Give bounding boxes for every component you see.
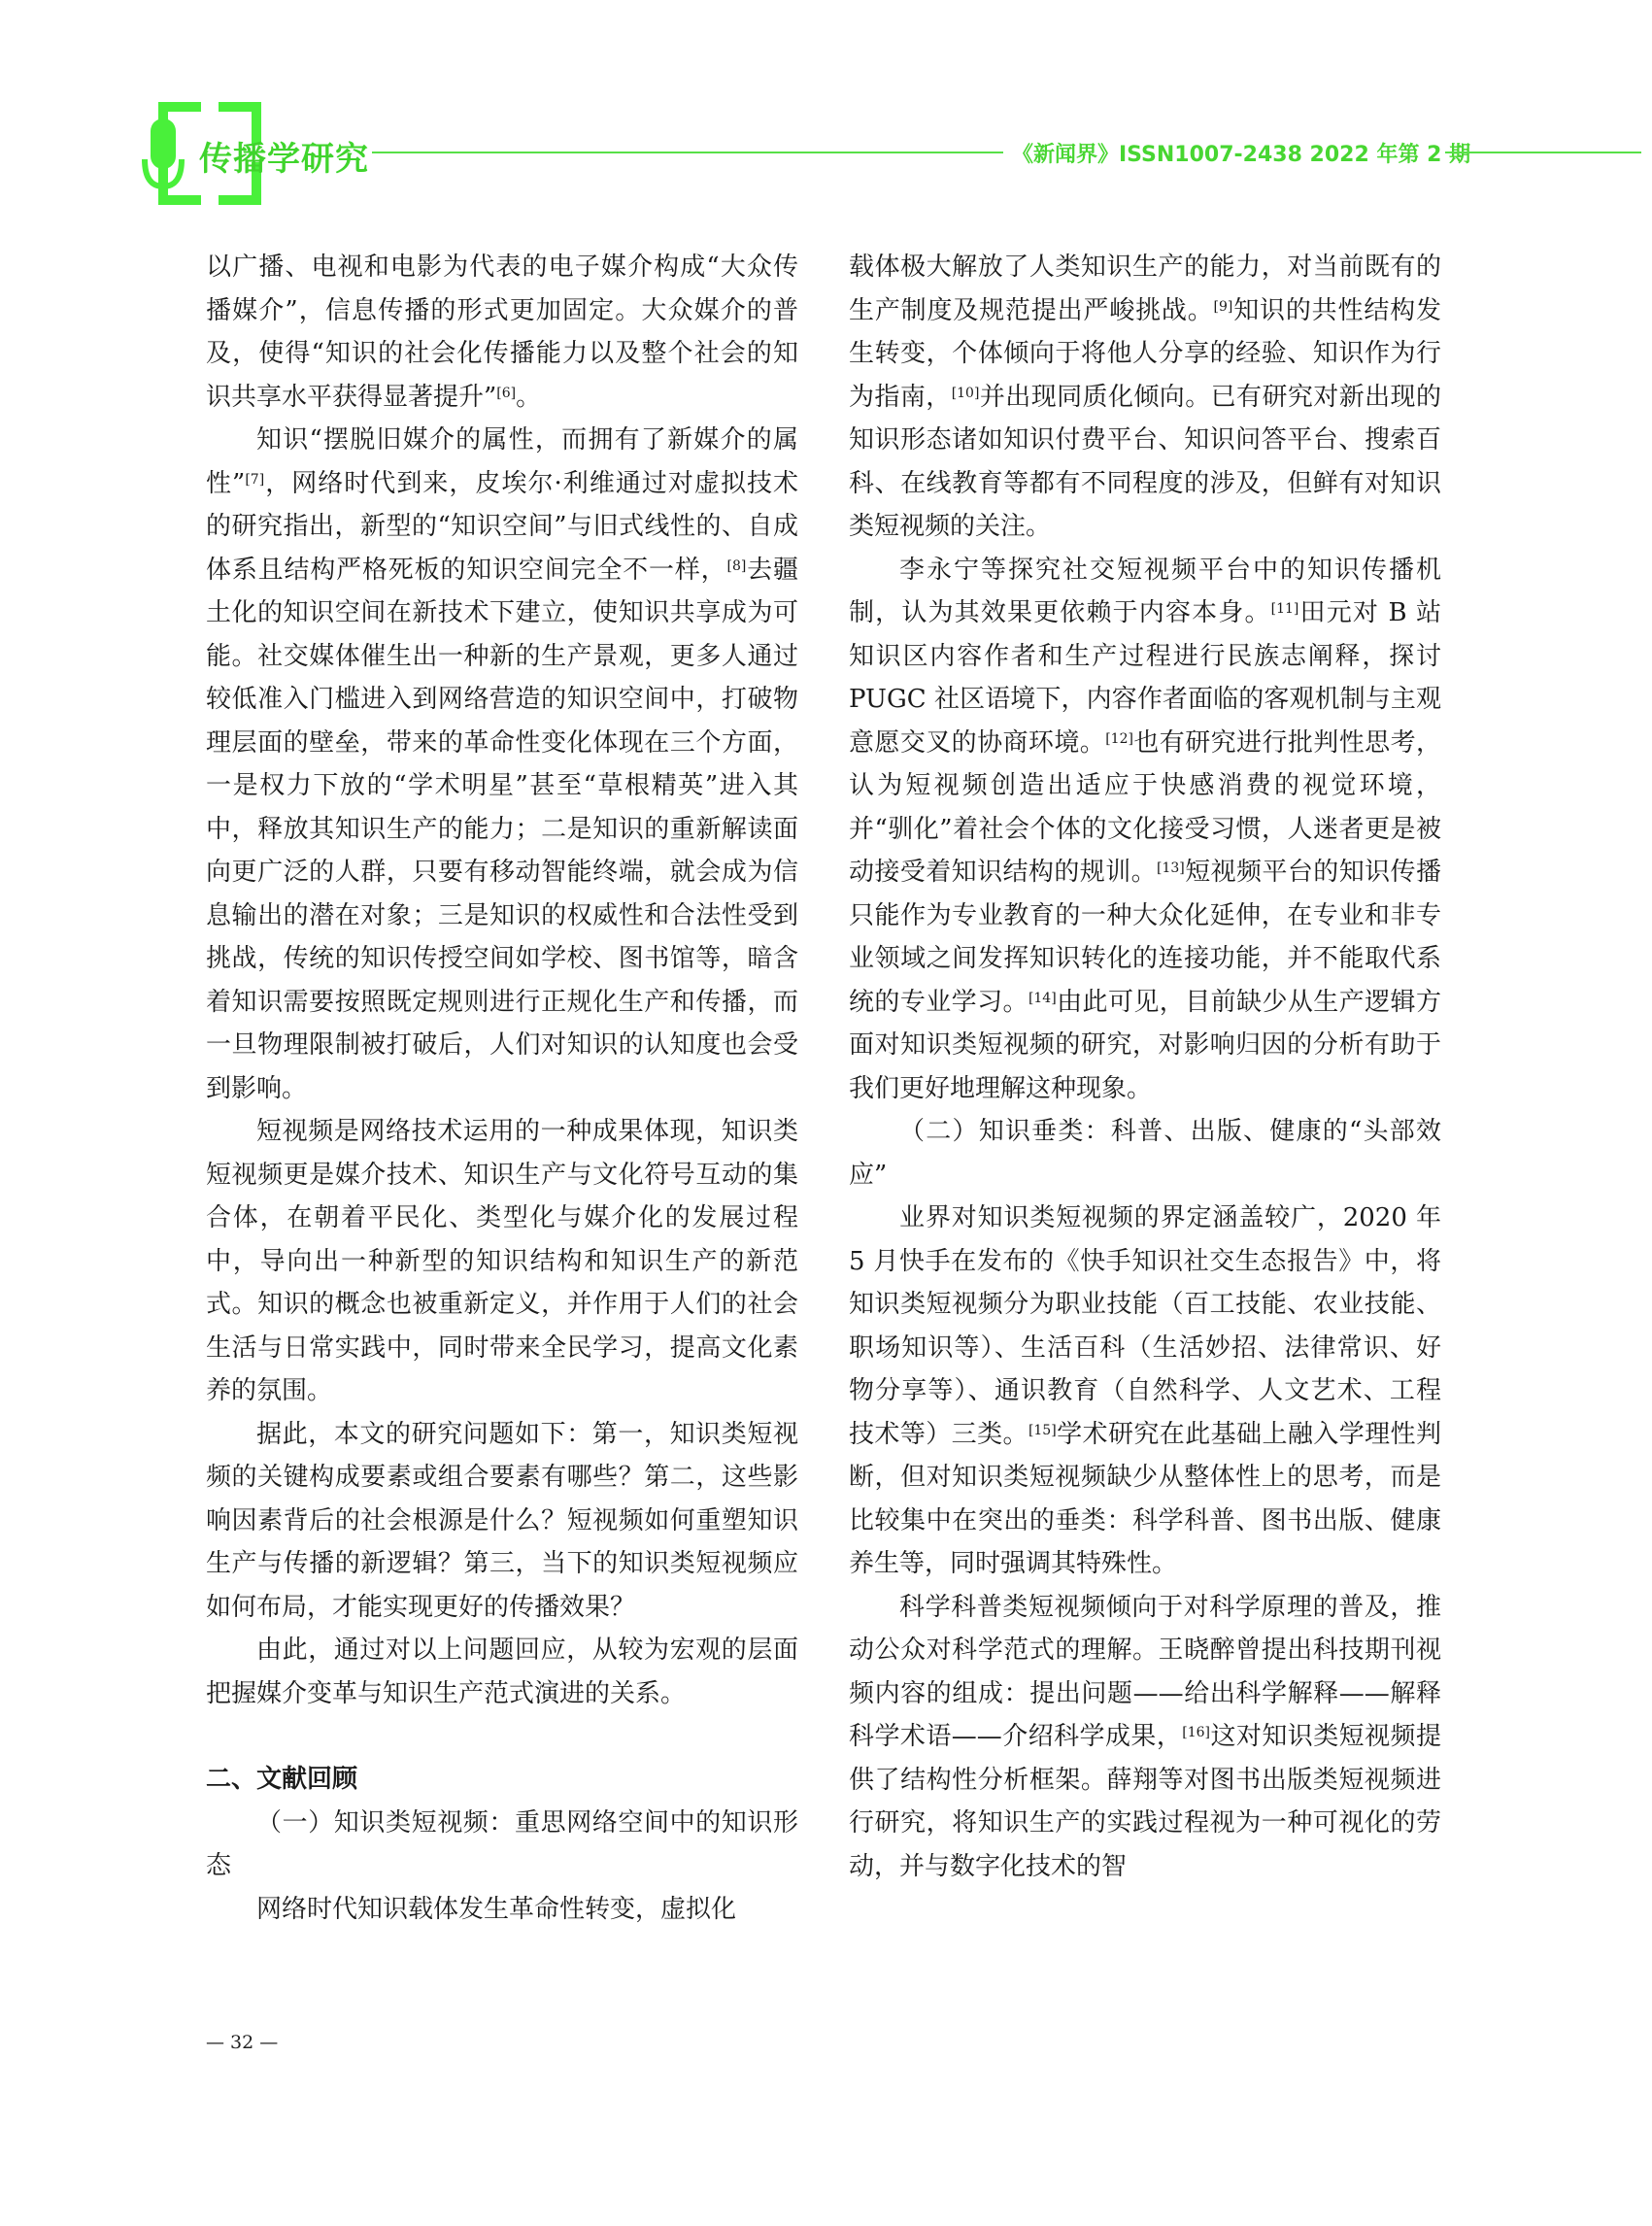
paragraph-text: 载体极大解放了人类知识生产的能力，对当前既有的生产制度及规范提出严峻挑战。 — [849, 253, 1441, 325]
paragraph-text: 由此可见，目前缺少从生产逻辑方面对知识类短视频的研究，对影响归因的分析有助于我们更好地理解这种现象。 — [849, 987, 1441, 1103]
citation-ref: [10] — [951, 385, 980, 401]
paragraph-text: 知识“摆脱旧媒介的属性，而拥有了新媒介的属性” — [206, 425, 798, 498]
body-paragraph — [849, 246, 1441, 549]
body-paragraph — [206, 1110, 798, 1413]
paragraph-text: 也有研究进行批判性思考，认为短视频创造出适应于快感消费的视觉环境，并“驯化”着社会个体的文化接受习惯，人迷者更是被动接受着知识结构的规训。 — [849, 727, 1441, 887]
citation-ref: [6] — [496, 385, 517, 401]
body-paragraph — [206, 246, 798, 419]
paragraph-text: 由此，通过对以上问题回应，从较为宏观的层面把握媒介变革与知识生产范式演进的关系。 — [206, 1636, 798, 1708]
paragraph-text: ，网络时代到来，皮埃尔·利维通过对虚拟技术的研究指出，新型的“知识空间”与旧式线性的、自成体系且结构严格死板的知识空间完全不一样， — [206, 468, 799, 585]
paragraph-text: 网络时代知识载体发生革命性转变，虚拟化 — [256, 1894, 737, 1924]
header-rule — [1445, 152, 1641, 153]
body-paragraph — [206, 1629, 798, 1715]
citation-ref: [15] — [1028, 1422, 1057, 1438]
body-paragraph — [849, 1586, 1441, 1889]
paragraph-text: 并出现同质化倾向。已有研究对新出现的知识形态诸如知识付费平台、知识问答平台、搜索百科、在线教育等都有不同程度的涉及，但鲜有对知识类短视频的关注。 — [849, 382, 1441, 541]
header-rule — [372, 152, 1003, 153]
body-paragraph — [206, 419, 798, 1110]
journal-info: 《新闻界》ISSN1007-2438 2022 年第 2 期 — [1012, 143, 1471, 167]
page-number: — 32 — — [206, 2032, 279, 2053]
section-heading — [206, 1758, 798, 1802]
section-title: 传播学研究 — [199, 140, 369, 179]
citation-ref: [11] — [1270, 601, 1299, 617]
paragraph-text: （一）知识类短视频：重思网络空间中的知识形态 — [206, 1807, 798, 1880]
citation-ref: [13] — [1157, 860, 1185, 876]
citation-ref: [7] — [245, 471, 265, 488]
paragraph-text: 去疆土化的知识空间在新技术下建立，使知识共享成为可能。社交媒体催生出一种新的生产景观，更多人通过较低准入门槛进入到网络营造的知识空间中，打破物理层面的壁垒，带来的革命性变化体现在三个方面，一是权力下放的“学术明星”甚至“草根精英”进入其中，释放其知识生产的能力；二是知识的重新解读面向更广泛的人群，只要有移动智能终端，就会成为信息输出的潜在对象；三是知识的权威性和合法性受到挑战，传统的知识传授空间如学校、图书馆等，暗含着知识需要按照既定规则进行正规化生产和传播，而一旦物理限制被打破后，人们对知识的认知度也会受到影响。 — [206, 555, 798, 1103]
paragraph-text: 以广播、电视和电影为代表的电子媒介构成“大众传播媒介”，信息传播的形式更加固定。大众媒介的普及，使得“知识的社会化传播能力以及整个社会的知识共享水平获得显著提升” — [206, 253, 798, 412]
citation-ref: [8] — [726, 557, 747, 574]
right-column — [849, 246, 1441, 1888]
microphone-icon — [142, 115, 185, 212]
body-paragraph — [206, 1413, 798, 1630]
paragraph-text: 。 — [516, 382, 542, 412]
citation-ref: [9] — [1213, 298, 1233, 315]
paragraph-text: 业界对知识类短视频的界定涵盖较广，2020 年 5 月快手在发布的《快手知识社交生态报告》中，将知识类短视频分为职业技能（百工技能、农业技能、职场知识等）、生活百科（生活妙招、法律常识、好物分享等）、通识教育（自然科学、人文艺术、工程技术等）三类。 — [849, 1203, 1441, 1449]
citation-ref: [14] — [1028, 990, 1057, 1006]
paragraph-text: 科学科普类短视频倾向于对科学原理的普及，推动公众对科学范式的理解。王晓醉曾提出科技期刊视频内容的组成：提出问题——给出科学解释——解释科学术语——介绍科学成果， — [849, 1592, 1441, 1751]
citation-ref: [12] — [1105, 730, 1133, 747]
paragraph-text: 学术研究在此基础上融入学理性判断，但对知识类短视频缺少从整体性上的思考，而是比较集中在突出的垂类：科学科普、图书出版、健康养生等，同时强调其特殊性。 — [849, 1419, 1441, 1578]
paragraph-text: 短视频平台的知识传播只能作为专业教育的一种大众化延伸，在专业和非专业领域之间发挥知识转化的连接功能，并不能取代系统的专业学习。 — [849, 858, 1441, 1017]
paragraph-text: 知识的共性结构发生转变，个体倾向于将他人分享的经验、知识作为行为指南， — [849, 295, 1441, 412]
paragraph-text: （二）知识垂类：科普、出版、健康的“头部效应” — [849, 1117, 1441, 1190]
body-paragraph — [849, 549, 1441, 1111]
paragraph-text: 据此，本文的研究问题如下：第一，知识类短视频的关键构成要素或组合要素有哪些？第二，这些影响因素背后的社会根源是什么？短视频如何重塑知识生产与传播的新逻辑？第三，当下的知识类短视频应如何布局，才能实现更好的传播效果？ — [206, 1419, 798, 1622]
body-paragraph — [849, 1110, 1441, 1197]
body-paragraph — [849, 1197, 1441, 1586]
paragraph-text: 李永宁等探究社交短视频平台中的知识传播机制，认为其效果更依赖于内容本身。 — [849, 555, 1441, 627]
left-column — [206, 246, 798, 1931]
paragraph-text: 田元对 B 站知识区内容作者和生产过程进行民族志阐释，探讨 PUGC 社区语境下，内容作者面临的客观机制与主观意愿交叉的协商环境。 — [849, 598, 1441, 758]
body-paragraph — [206, 1888, 798, 1932]
paragraph-text: 这对知识类短视频提供了结构性分析框架。薛翔等对图书出版类短视频进行研究，将知识生产的实践过程视为一种可视化的劳动，并与数字化技术的智 — [849, 1722, 1441, 1881]
citation-ref: [16] — [1182, 1725, 1211, 1740]
body-paragraph — [206, 1802, 798, 1888]
paragraph-text: 短视频是网络技术运用的一种成果体现，知识类短视频更是媒介技术、知识生产与文化符号互动的集合体，在朝着平民化、类型化与媒介化的发展过程中，导向出一种新型的知识结构和知识生产的新范式。知识的概念也被重新定义，并作用于人们的社会生活与日常实践中，同时带来全民学习，提高文化素养的氛围。 — [206, 1117, 798, 1405]
paragraph-text: 二、文献回顾 — [206, 1765, 358, 1794]
